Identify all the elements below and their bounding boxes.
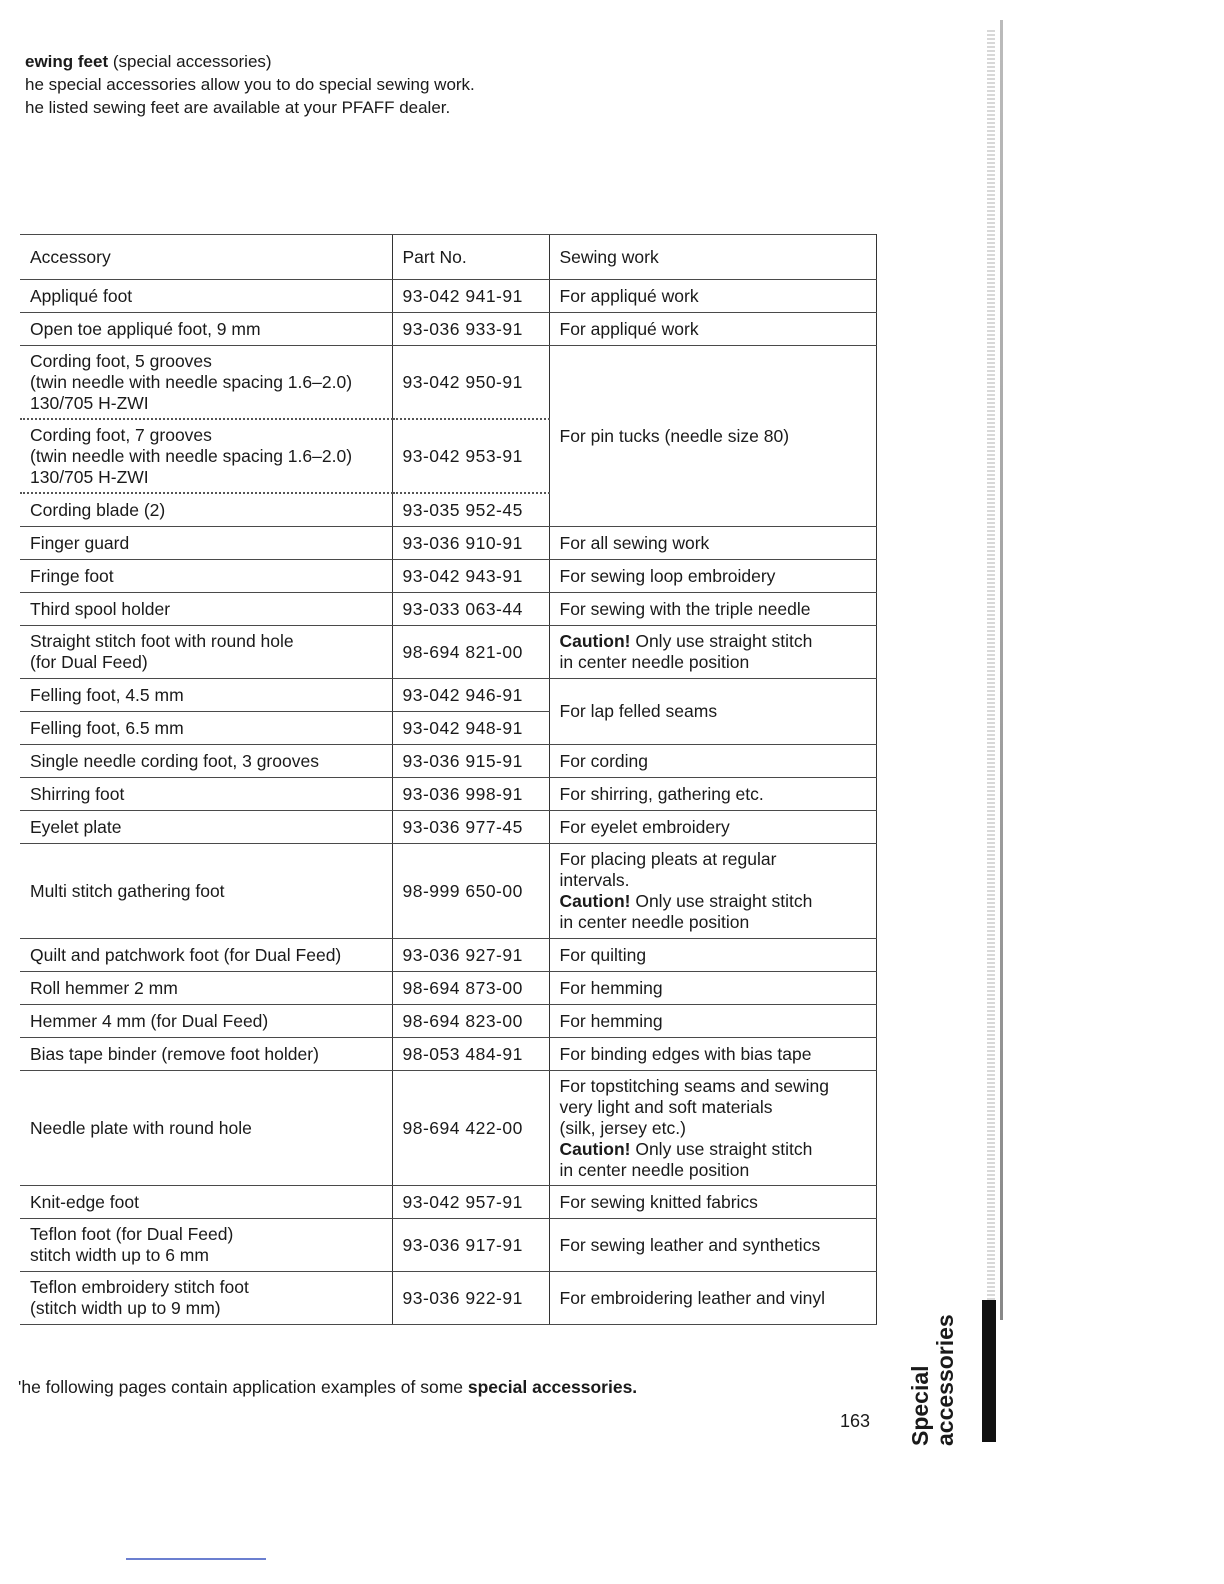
sewing-work-cell: For binding edges with bias tape [549,1038,876,1071]
sewing-work-cell-merged: For lap felled seams [549,679,876,745]
part-number-cell: 98-694 873-00 [392,972,549,1005]
part-number-cell: 93-042 946-91 [392,679,549,712]
accessory-cell: Fringe foot [20,560,392,593]
table-row [20,1038,876,1071]
part-number-cell: 98-053 484-91 [392,1038,549,1071]
page-number: 163 [840,1411,871,1431]
part-number-cell: 93-036 998-91 [392,778,549,811]
accessory-cell: Felling foot, 4.5 mm [20,679,392,712]
accessory-cell: Multi stitch gathering foot [20,844,392,939]
part-number-cell: 93-042 950-91 [392,346,549,420]
part-number-cell: 93-042 941-91 [392,280,549,313]
table-row [20,1005,876,1038]
table-row [20,313,876,346]
sewing-work-cell: For quilting [549,939,876,972]
sewing-work-cell: For sewing leather and synthetics [549,1219,876,1272]
table-row [20,844,876,939]
sewing-work-cell-merged: For pin tucks (needle size 80) [549,346,876,527]
table-row [20,1272,876,1325]
table-row [20,939,876,972]
part-number-cell: 93-035 952-45 [392,493,549,527]
scan-edge-shading [987,30,995,1300]
table-row [20,1071,876,1186]
table-row [20,745,876,778]
accessories-table [20,234,877,1325]
scan-mark [126,1558,266,1560]
part-number-cell: 93-042 948-91 [392,712,549,745]
part-number-cell: 93-036 910-91 [392,527,549,560]
table-row [20,280,876,313]
accessory-cell: Open toe appliqué foot, 9 mm [20,313,392,346]
accessory-cell: Appliqué foot [20,280,392,313]
accessory-cell: Straight stitch foot with round hole (for Dual Feed) [20,626,392,679]
side-tab-line-1: Special [907,1365,933,1446]
part-number-cell: 93-036 917-91 [392,1219,549,1272]
sewing-work-cell: For sewing knitted fabrics [549,1186,876,1219]
accessory-cell: Cording blade (2) [20,493,392,527]
part-number-cell: 93-036 927-91 [392,939,549,972]
sewing-work-cell: For sewing with the triple needle [549,593,876,626]
table-row [20,811,876,844]
sewing-work-cell: For placing pleats at regular intervals. Caution! Only use straight stitch in center needle position [549,844,876,939]
accessory-cell: Eyelet plate [20,811,392,844]
table-row [20,560,876,593]
accessory-cell: Teflon foot (for Dual Feed) stitch width up to 6 mm [20,1219,392,1272]
footer-note: 'he following pages contain application examples of some special accessories. [18,1377,638,1397]
part-number-cell: 98-694 823-00 [392,1005,549,1038]
table-row [20,346,876,420]
accessory-cell: Third spool holder [20,593,392,626]
table-row [20,527,876,560]
sewing-work-cell: For embroidering leather and vinyl [549,1272,876,1325]
intro [25,50,475,119]
sewing-work-cell: For cording [549,745,876,778]
part-number-cell: 93-036 922-91 [392,1272,549,1325]
sewing-work-cell: For topstitching seams and sewing very light and soft materials (silk, jersey etc.) Caution! Only use straight stitch in center needle position [549,1071,876,1186]
accessory-cell: Bias tape binder (remove foot holder) [20,1038,392,1071]
accessory-cell: Teflon embroidery stitch foot (stitch width up to 9 mm) [20,1272,392,1325]
accessory-cell: Single needle cording foot, 3 grooves [20,745,392,778]
part-number-cell: 98-694 821-00 [392,626,549,679]
table-row [20,1219,876,1272]
section-heading: ewing feet (special accessories) [25,52,272,71]
accessory-cell: Knit-edge foot [20,1186,392,1219]
accessory-cell: Felling foot, 6.5 mm [20,712,392,745]
part-number-cell: 93-042 957-91 [392,1186,549,1219]
part-number-cell: 98-999 650-00 [392,844,549,939]
table-row [20,626,876,679]
sewing-work-cell: For hemming [549,972,876,1005]
intro-line-2: he listed sewing feet are available at your PFAFF dealer. [25,98,451,117]
thumb-index-bar [982,1300,996,1442]
table-row [20,778,876,811]
page-edge-line [1000,20,1003,1320]
sewing-work-cell: For eyelet embroidery [549,811,876,844]
part-number-cell: 93-036 915-91 [392,745,549,778]
intro-line-1: he special accessories allow you to do special sewing work. [25,75,475,94]
accessory-cell: Shirring foot [20,778,392,811]
sewing-work-cell: For hemming [549,1005,876,1038]
caution-label: Caution! [559,1138,631,1159]
caution-label: Caution! [559,891,631,911]
accessory-cell: Finger guard [20,527,392,560]
sewing-work-cell: Caution! Only use straight stitch in center needle position [549,626,876,679]
sewing-work-cell: For appliqué work [549,313,876,346]
accessory-cell: Cording foot, 7 grooves (twin needle with needle spacing 1.6–2.0) 130/705 H-ZWI [20,419,392,493]
part-number-cell: 93-042 943-91 [392,560,549,593]
part-number-cell: 93-033 063-44 [392,593,549,626]
part-number-cell: 93-036 933-91 [392,313,549,346]
accessory-cell: Roll hemmer 2 mm [20,972,392,1005]
table-row [20,679,876,712]
header-sewing-work: Sewing work [549,235,876,280]
accessory-cell: Hemmer 4 mm (for Dual Feed) [20,1005,392,1038]
sewing-work-cell: For shirring, gathering etc. [549,778,876,811]
side-tab-line-2: accessories [932,1314,958,1446]
header-accessory: Accessory [20,235,392,280]
sewing-work-cell: For appliqué work [549,280,876,313]
table-row [20,593,876,626]
section-side-tab [908,1296,968,1446]
part-number-cell: 93-036 977-45 [392,811,549,844]
table-row [20,972,876,1005]
caution-label: Caution! [559,631,631,651]
sewing-work-cell: For all sewing work [549,527,876,560]
part-number-cell: 98-694 422-00 [392,1071,549,1186]
accessory-cell: Needle plate with round hole [20,1071,392,1186]
table-header-row [20,235,876,280]
table-row [20,1186,876,1219]
header-part-no: Part No. [392,235,549,280]
accessory-cell: Quilt and patchwork foot (for Dual Feed) [20,939,392,972]
sewing-work-cell: For sewing loop embroidery [549,560,876,593]
accessory-cell: Cording foot, 5 grooves (twin needle with needle spacing 1.6–2.0) 130/705 H-ZWI [20,346,392,420]
part-number-cell: 93-042 953-91 [392,419,549,493]
